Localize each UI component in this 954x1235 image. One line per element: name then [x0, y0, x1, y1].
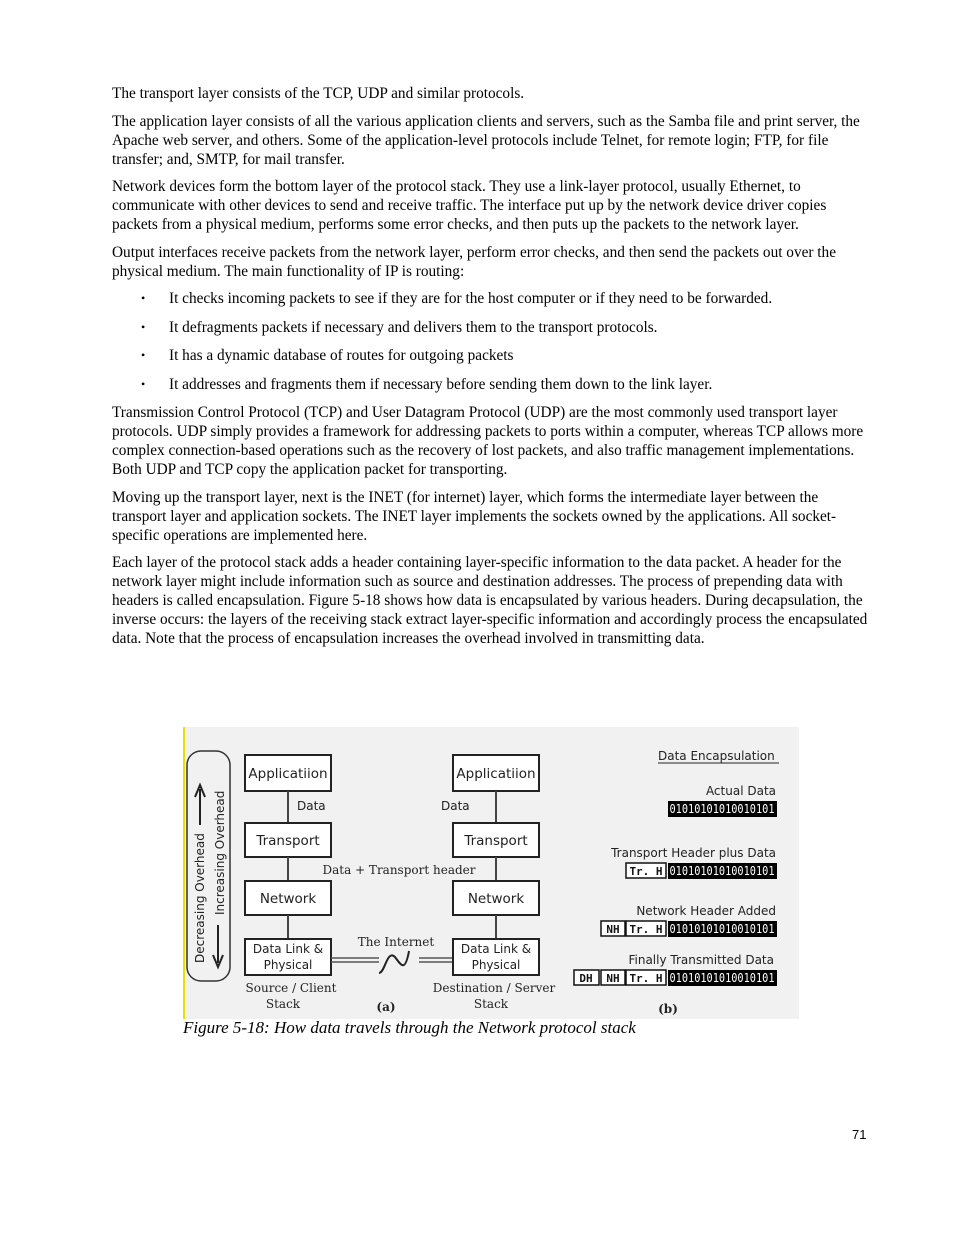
source-datalink-label-2: Physical — [263, 958, 313, 972]
the-internet-label: The Internet — [357, 935, 435, 949]
encap-title: Data Encapsulation — [658, 749, 775, 763]
figure-caption: Figure 5-18: How data travels through the Network protocol stack — [183, 1018, 636, 1037]
tr-h-label: Tr. H — [629, 972, 663, 985]
paragraph: Transmission Control Protocol (TCP) and User Datagram Protocol (UDP) are the most commonly used transport layer protocols. UDP simply provides a framework for addressing packets to ports within a computer, whereas TCP allows more complex connection-based operations such as the recovery of lost packets, and also traffic management implementations. Both UDP and TCP copy the application packet for transporting. — [112, 404, 864, 478]
bullet-icon: • — [141, 291, 146, 305]
increasing-overhead-label: Increasing Overhead — [213, 790, 227, 915]
data-label-left: Data — [297, 799, 326, 813]
nh-label: NH — [606, 972, 620, 985]
dest-transport-label: Transport — [464, 833, 528, 849]
actual-data-label: Actual Data — [705, 784, 776, 798]
dest-network-label: Network — [467, 891, 525, 907]
tr-h-label: Tr. H — [629, 923, 663, 936]
dest-datalink-label-2: Physical — [471, 958, 521, 972]
actual-data-bits: 01010101010010101 — [669, 802, 775, 816]
paragraph: Moving up the transport layer, next is the INET (for internet) layer, which forms the intermediate layer between the transport layer and application sockets. The INET layer implements the sockets owned by the applications. All socket-specific operations are implemented here. — [112, 488, 837, 544]
document-body — [112, 84, 872, 657]
source-network-label: Network — [259, 891, 317, 907]
transport-bits: 01010101010010101 — [669, 864, 775, 878]
paragraph: Each layer of the protocol stack adds a header containing layer-specific information to the data packet. A header for the network layer might include information such as source and destination addresses. The process of prepending data with headers is called encapsulation. Figure 5-18 shows how data is encapsulated by various headers. During decapsulation, the inverse occurs: the layers of the receiving stack extract layer-specific information and accordingly process the encapsulated data. Note that the process of encapsulation increases the overhead involved in transmitting data. — [112, 554, 868, 647]
dest-datalink-label-1: Data Link & — [460, 942, 532, 956]
dest-stack-label-1: Destination / Server — [432, 981, 556, 995]
list-item: • It addresses and fragments them if necessary before sending them down to the link layer. — [141, 375, 713, 393]
bullet-icon: • — [141, 376, 146, 391]
dest-stack-label-2: Stack — [473, 997, 509, 1011]
transport-header-label: Transport Header plus Data — [611, 846, 776, 860]
nh-label: NH — [606, 923, 620, 936]
source-stack-label-1: Source / Client — [245, 981, 337, 995]
dh-label: DH — [579, 972, 593, 985]
data-label-right: Data — [441, 799, 470, 813]
page-number: 71 — [852, 1127, 867, 1142]
final-bits: 01010101010010101 — [669, 971, 775, 985]
data-transport-header-label: Data + Transport header — [322, 863, 476, 877]
final-data-label: Finally Transmitted Data — [628, 953, 774, 967]
decreasing-overhead-label: Decreasing Overhead — [193, 833, 207, 963]
source-application-label: Applicatiion — [248, 766, 328, 782]
internet-wave-icon — [379, 951, 409, 973]
paragraph: The transport layer consists of the TCP, UDP and similar protocols. — [112, 85, 525, 102]
tr-h-label: Tr. H — [629, 865, 663, 878]
paragraph: Network devices form the bottom layer of the protocol stack. They use a link-layer protocol, usually Ethernet, to communicate with other devices to send and receive traffic. The interface put up by the network device driver copies packets from a physical medium, performs some error checks, and then puts up the packets to the network layer. — [112, 178, 827, 233]
dest-application-label: Applicatiion — [456, 766, 536, 782]
part-a-label: (a) — [376, 1000, 396, 1014]
network-header-label: Network Header Added — [636, 904, 776, 918]
list-item: • It defragments packets if necessary and delivers them to the transport protocols. — [141, 318, 658, 336]
paragraph: The application layer consists of all the various application clients and servers, such as the Samba file and print server, the Apache web server, and others. Some of the application-level protocols include Telnet, for remote login; FTP, for file transfer; and, SMTP, for mail transfer. — [112, 112, 860, 168]
protocol-stack-diagram — [183, 727, 799, 1019]
source-datalink-label-1: Data Link & — [252, 942, 324, 956]
part-b-label: (b) — [658, 1002, 678, 1016]
source-stack-label-2: Stack — [265, 997, 301, 1011]
list-item: • It has a dynamic database of routes for outgoing packets — [141, 347, 514, 364]
protocol-stack-figure — [183, 727, 799, 1019]
paragraph: Output interfaces receive packets from the network layer, perform error checks, and then send the packets out over the physical medium. The main functionality of IP is routing: — [112, 243, 836, 280]
bullet-icon: • — [141, 348, 146, 362]
source-transport-label: Transport — [256, 833, 320, 849]
list-item: • It checks incoming packets to see if they are for the host computer or if they need to be forwarded. — [141, 290, 773, 307]
network-bits: 01010101010010101 — [669, 922, 775, 936]
bullet-icon: • — [141, 319, 146, 334]
ip-functions-list — [112, 289, 872, 394]
